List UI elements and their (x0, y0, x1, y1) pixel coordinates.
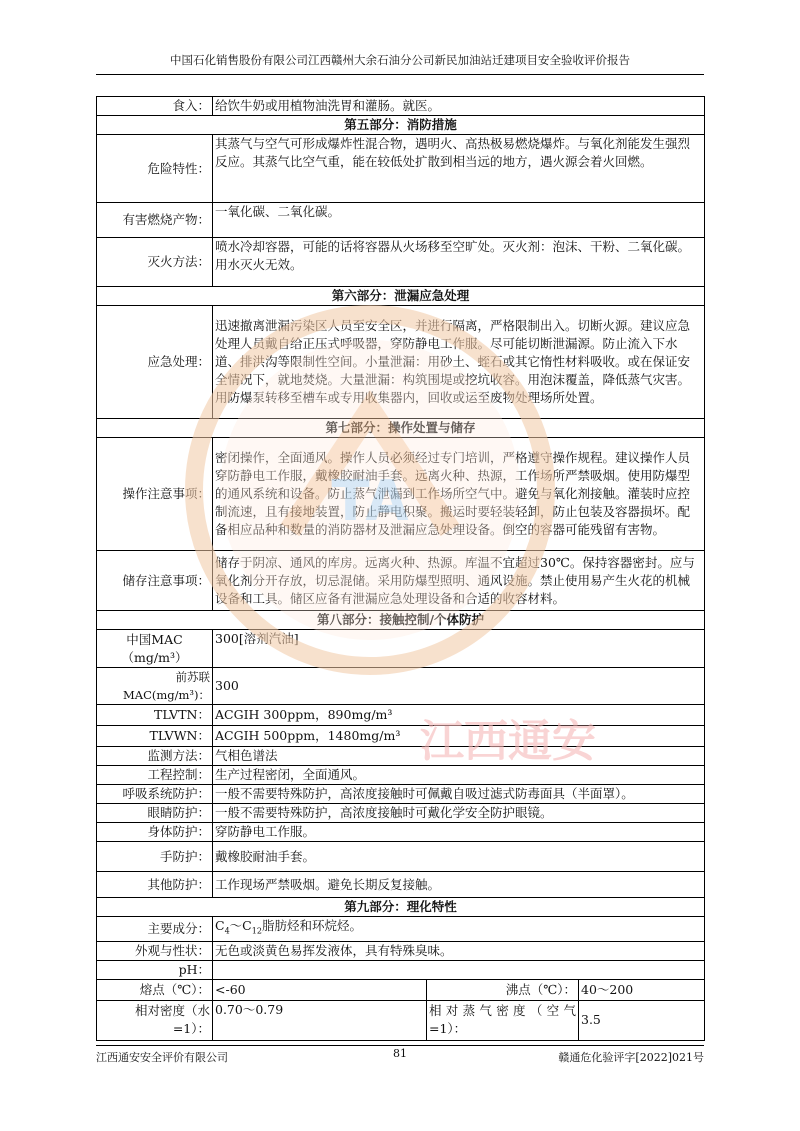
monitor-label: 监测方法： (97, 747, 213, 766)
table-row (97, 668, 705, 705)
tlvwn-label: TLVWN： (97, 726, 213, 747)
table-row (97, 917, 705, 942)
section-header-row (97, 898, 705, 917)
food-value: 给饮牛奶或用植物油洗胃和灌肠。就医。 (213, 97, 705, 116)
combustion-label: 有害燃烧产物： (97, 203, 213, 238)
table-row (97, 747, 705, 766)
respiratory-label: 呼吸系统防护： (97, 785, 213, 804)
extinguish-label: 灭火方法： (97, 238, 213, 287)
table-row (97, 726, 705, 747)
document-number: 赣通危化验评字[2022]021号 (558, 1051, 704, 1064)
melting-point-value: <-60 (213, 979, 427, 1000)
table-row (97, 630, 705, 668)
storage-value: 储存于阴凉、通风的库房。远离火种、热源。库温不宜超过30℃。保持容器密封。应与氧化剂分开存放，切忌混储。采用防爆型照明、通风设施。禁止使用易产生火花的机械设备和工具。储区应备有泄漏应急处理设备和合适的收容材料。 (213, 551, 705, 611)
main-composition-value (213, 917, 705, 942)
eye-value: 一般不需要特殊防护，高浓度接触时可戴化学安全防护眼镜。 (213, 804, 705, 823)
ussr-mac-value: 300 (213, 668, 705, 705)
footer-company: 江西通安安全评价有限公司 (96, 1051, 228, 1064)
formula-c4: C (215, 918, 225, 933)
body-label: 身体防护： (97, 823, 213, 842)
page-footer (96, 1045, 704, 1066)
emergency-label: 应急处理： (97, 306, 213, 419)
emergency-value: 迅速撤离泄漏污染区人员至安全区，并进行隔离，严格限制出入。切断火源。建议应急处理人员戴自给正压式呼吸器，穿防静电工作服。尽可能切断泄漏源。防止流入下水道、排洪沟等限制性空间。小量泄漏：用砂土、蛭石或其它惰性材料吸收。或在保证安全情况下，就地焚烧。大量泄漏：构筑围堤或挖坑收容。用泡沫覆盖，降低蒸气灾害。用防爆泵转移至槽车或专用收集器内，回收或运至废物处理场所处置。 (213, 306, 705, 419)
china-mac-value: 300[溶剂汽油] (213, 630, 705, 668)
section-header-row (97, 611, 705, 630)
relative-density-value: 0.70～0.79 (213, 1000, 427, 1040)
tlvtn-value: ACGIH 300ppm，890mg/m³ (213, 705, 705, 726)
operation-label: 操作注意事项： (97, 438, 213, 551)
other-label: 其他防护： (97, 872, 213, 898)
report-title: 中国石化销售股份有限公司江西赣州大余石油分公司新民加油站迁建项目安全验收评价报告 (170, 53, 630, 67)
operation-value: 密闭操作，全面通风。操作人员必须经过专门培训，严格遵守操作规程。建议操作人员穿防静电工作服，戴橡胶耐油手套。远离火种、热源，工作场所严禁吸烟。使用防爆型的通风系统和设备。防止蒸气泄漏到工作场所空气中。避免与氧化剂接触。灌装时应控制流速，且有接地装置，防止静电积聚。搬运时要轻装轻卸，防止包装及容器损坏。配备相应品种和数量的消防器材及泄漏应急处理设备。倒空的容器可能残留有害物。 (213, 438, 705, 551)
main-composition-label: 主要成分： (97, 917, 213, 942)
table-row (97, 203, 705, 238)
eye-label: 眼睛防护： (97, 804, 213, 823)
hazard-value: 其蒸气与空气可形成爆炸性混合物，遇明火、高热极易燃烧爆炸。与氧化剂能发生强烈反应。其蒸气比空气重，能在较低处扩散到相当远的地方，遇火源会着火回燃。 (213, 135, 705, 203)
relative-density-label: 相对密度（水=1）： (97, 1000, 213, 1040)
subscript-4: 4 (224, 926, 230, 936)
ph-label: pH： (97, 960, 213, 979)
page-number: 81 (393, 1047, 407, 1060)
boiling-point-label: 沸点（℃）： (427, 979, 579, 1000)
monitor-value: 气相色谱法 (213, 747, 705, 766)
table-row (97, 1000, 705, 1040)
table-row (97, 766, 705, 785)
table-row (97, 785, 705, 804)
table-row (97, 306, 705, 419)
table-row (97, 97, 705, 116)
vapor-density-value: 3.5 (579, 1000, 705, 1040)
table-row (97, 135, 705, 203)
table-row (97, 872, 705, 898)
hand-value: 戴橡胶耐油手套。 (213, 842, 705, 872)
seal-center-text: TA (331, 469, 409, 534)
table-row (97, 823, 705, 842)
table-row (97, 551, 705, 611)
section-header-row (97, 116, 705, 135)
hand-label: 手防护： (97, 842, 213, 872)
respiratory-value: 一般不需要特殊防护，高浓度接触时可佩戴自吸过滤式防毒面具（半面罩）。 (213, 785, 705, 804)
other-value: 工作现场严禁吸烟。避免长期反复接触。 (213, 872, 705, 898)
table-row (97, 979, 705, 1000)
formula-c12: ～C (229, 918, 252, 933)
table-row (97, 960, 705, 979)
hazard-label: 危险特性： (97, 135, 213, 203)
subscript-12: 12 (251, 926, 262, 936)
formula-desc: 脂肪烃和环烷烃。 (261, 918, 362, 933)
tlvwn-value: ACGIH 500ppm，1480mg/m³ (213, 726, 705, 747)
table-row (97, 238, 705, 287)
msds-table (96, 96, 705, 1041)
storage-label: 储存注意事项： (97, 551, 213, 611)
combustion-value: 一氧化碳、二氧化碳。 (213, 203, 705, 238)
melting-point-label: 熔点（℃）： (97, 979, 213, 1000)
china-mac-label: 中国MAC（mg/m³） (97, 630, 213, 668)
table-row (97, 438, 705, 551)
appearance-value: 无色或淡黄色易挥发液体，具有特殊臭味。 (213, 941, 705, 960)
section-header-row (97, 419, 705, 438)
tlvtn-label: TLVTN： (97, 705, 213, 726)
section-7-title: 第七部分：操作处置与储存 (97, 419, 705, 438)
ussr-mac-label: 前苏联MAC(mg/m³)： (97, 668, 213, 705)
section-header-row (97, 287, 705, 306)
table-row (97, 842, 705, 872)
section-9-title: 第九部分：理化特性 (97, 898, 705, 917)
body-value: 穿防静电工作服。 (213, 823, 705, 842)
section-6-title: 第六部分：泄漏应急处理 (97, 287, 705, 306)
table-row (97, 804, 705, 823)
table-row (97, 705, 705, 726)
section-8-title: 第八部分：接触控制/个体防护 (97, 611, 705, 630)
appearance-label: 外观与性状： (97, 941, 213, 960)
engineering-label: 工程控制： (97, 766, 213, 785)
page-header (96, 52, 704, 75)
engineering-value: 生产过程密闭，全面通风。 (213, 766, 705, 785)
boiling-point-value: 40～200 (579, 979, 705, 1000)
table-row (97, 941, 705, 960)
food-label: 食入： (97, 97, 213, 116)
watermark-text: 江西通安 (420, 716, 596, 767)
extinguish-value: 喷水冷却容器，可能的话将容器从火场移至空旷处。灭火剂：泡沫、干粉、二氧化碳。用水灭火无效。 (213, 238, 705, 287)
section-5-title: 第五部分：消防措施 (97, 116, 705, 135)
vapor-density-label: 相对蒸气密度（空气=1）： (427, 1000, 579, 1040)
ph-value (213, 960, 705, 979)
